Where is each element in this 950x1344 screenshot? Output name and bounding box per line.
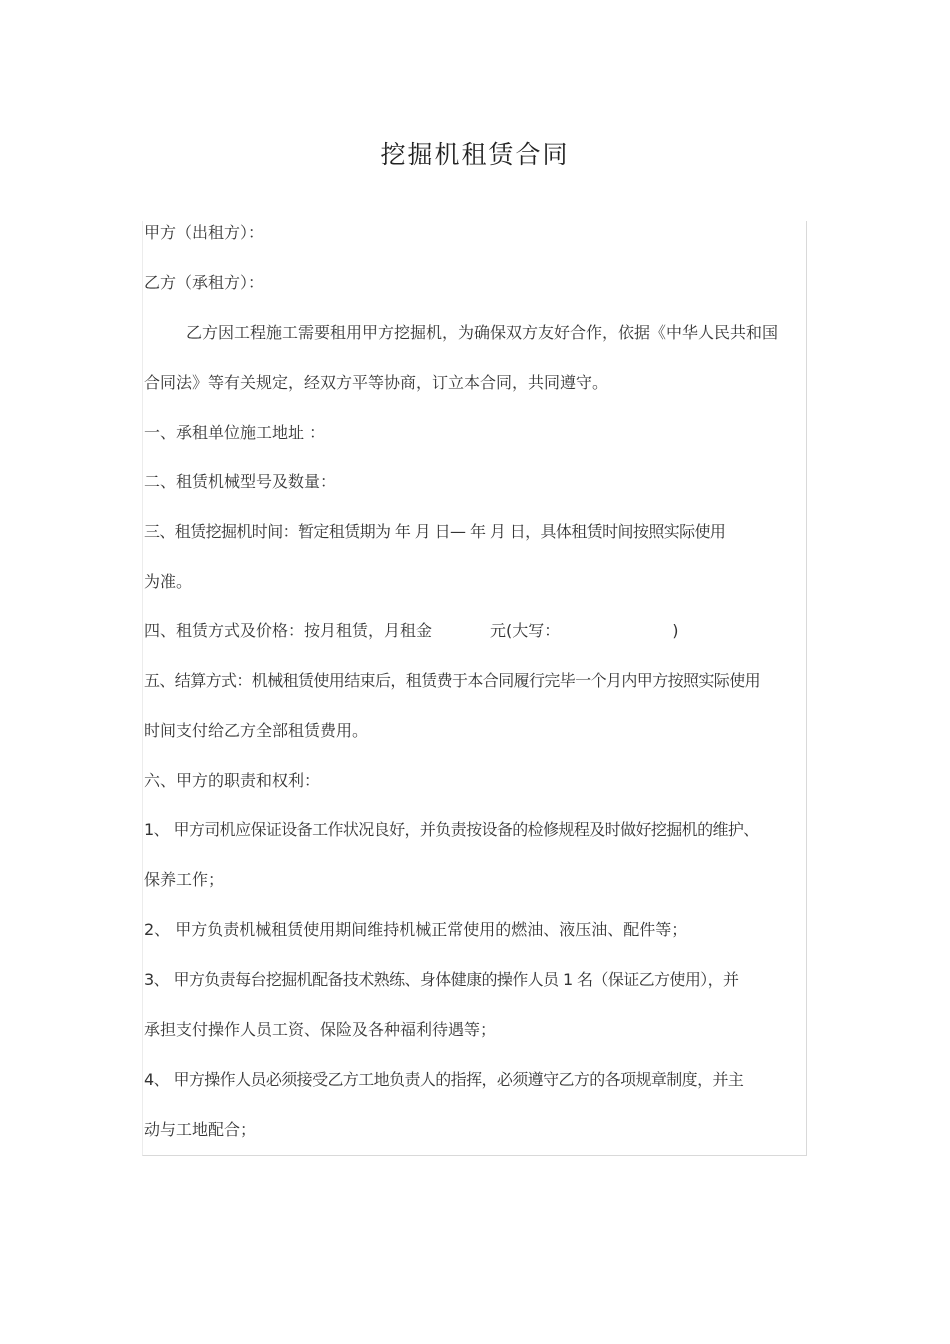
clause-6-item-3-line-1: 3、 甲方负责每台挖掘机配备技术熟练、身体健康的操作人员 1 名（保证乙方使用），并 [144,970,739,989]
clause-4-close-paren: ) [672,621,679,640]
party-b-line: 乙方（承租方）： [144,273,265,292]
document-title: 挖掘机租赁合同 [380,140,570,169]
intro-line-2: 合同法》等有关规定，经双方平等协商，订立本合同，共同遵守。 [144,373,609,392]
clause-5-line-1: 五、结算方式：机械租赁使用结束后，租赁费于本合同履行完毕一个月内甲方按照实际使用 [144,671,761,690]
clause-1: 一、承租单位施工地址 ： [144,423,326,442]
clause-6-item-1-line-2: 保养工作； [144,870,225,889]
clause-2: 二、租赁机械型号及数量： [144,472,337,491]
clause-4-text: 四、租赁方式及价格：按月租赁，月租金 [144,621,433,640]
clause-6-item-1-line-1: 1、 甲方司机应保证设备工作状况良好，并负责按设备的检修规程及时做好挖掘机的维护、 [144,820,759,839]
intro-line-1: 乙方因工程施工需要租用甲方挖掘机，为确保双方友好合作，依据《中华人民共和国 [186,323,779,342]
clause-6-item-3-line-2: 承担支付操作人员工资、保险及各种福利待遇等； [144,1020,497,1039]
clause-6-heading: 六、甲方的职责和权利： [144,771,321,790]
clause-6-item-4-line-2: 动与工地配合； [144,1120,257,1139]
clause-3-line-1: 三、租赁挖掘机时间：暂定租赁期为 年 月 日— 年 月 日，具体租赁时间按照实际使用 [144,522,726,541]
clause-5-line-2: 时间支付给乙方全部租赁费用。 [144,721,369,740]
clause-3-line-2: 为准。 [144,572,193,591]
clause-4-capital-label: 元(大写： [490,621,561,640]
clause-6-item-2: 2、 甲方负责机械租赁使用期间维持机械正常使用的燃油、液压油、配件等； [144,920,688,939]
party-a-line: 甲方（出租方）： [144,223,265,242]
clause-6-item-4-line-1: 4、 甲方操作人员必须接受乙方工地负责人的指挥，必须遵守乙方的各项规章制度，并主 [144,1070,744,1089]
clause-4 [144,619,810,643]
